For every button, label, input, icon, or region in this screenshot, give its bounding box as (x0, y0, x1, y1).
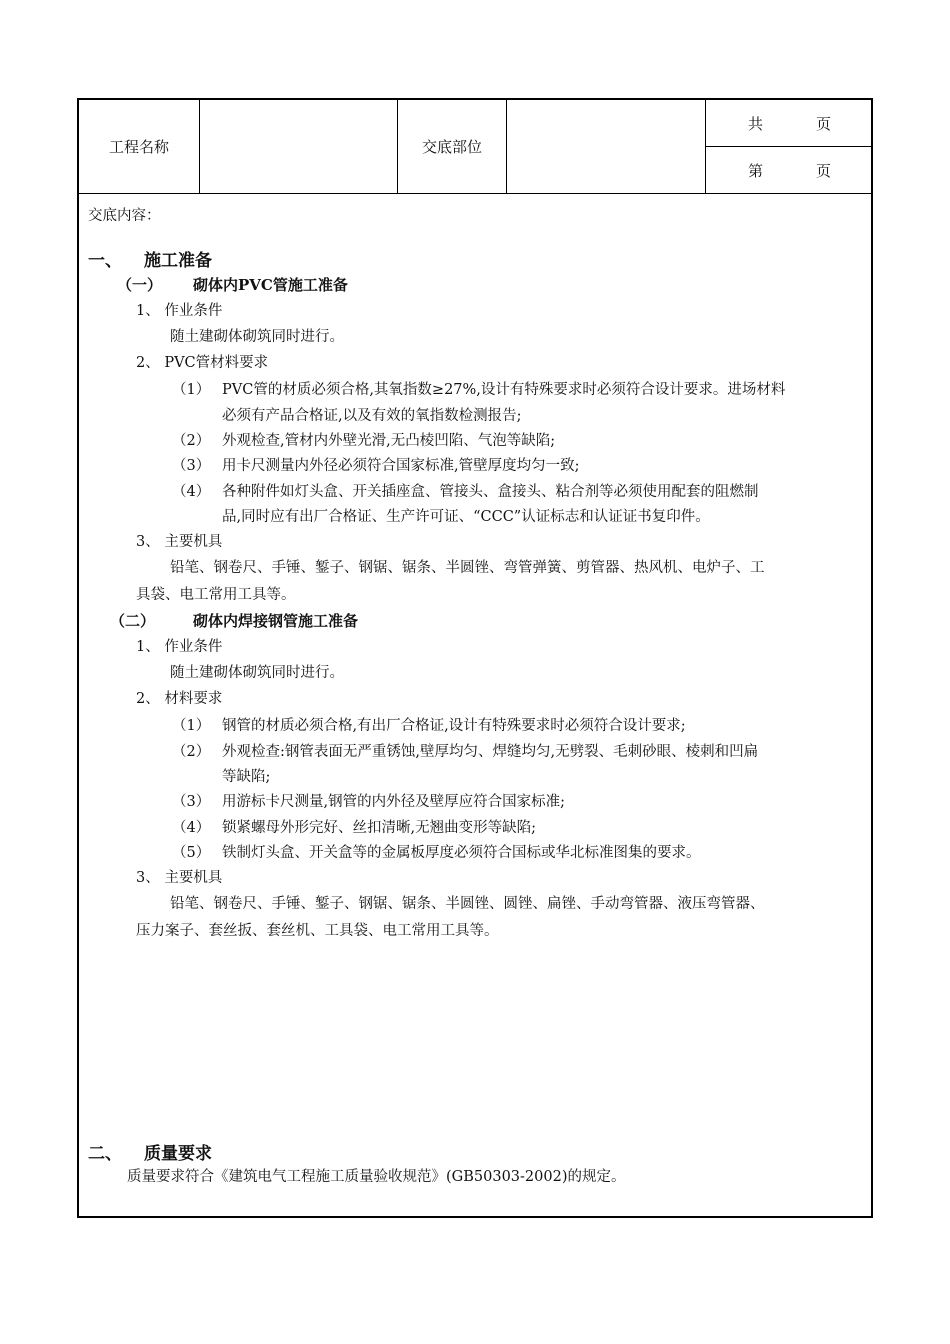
sub-1b-number: （二） (110, 612, 156, 630)
s1a-2-1-line-a: PVC管的材质必须合格,其氧指数≥27%,设计有特殊要求时必须符合设计要求。进场材料 (222, 382, 786, 398)
s1b-item-2: 2、 材料要求 (136, 691, 223, 707)
s1a-item-3: 3、 主要机具 (136, 534, 223, 550)
s1a-3-line-a: 铅笔、钢卷尺、手锤、錾子、钢锯、锯条、半圆锉、弯管弹簧、剪管器、热风机、电炉子、工 (170, 560, 765, 576)
s1b-2-1-text: 钢管的材质必须合格,有出厂合格证,设计有特殊要求时必须符合设计要求; (222, 718, 686, 734)
s1b-2-5-text: 铁制灯头盒、开关盒等的金属板厚度必须符合国标或华北标准图集的要求。 (222, 845, 701, 861)
section-1-number: 一、 (88, 251, 122, 271)
form-header (79, 100, 871, 194)
s1a-2-2-num: （2） (172, 433, 211, 449)
s1b-2-2-line-a: 外观检查:钢管表面无严重锈蚀,壁厚均匀、焊缝均匀,无劈裂、毛刺砂眼、棱刺和凹扁 (222, 744, 759, 760)
s1a-2-2-text: 外观检查,管材内外壁光滑,无凸棱凹陷、气泡等缺陷; (222, 433, 556, 449)
page-number (706, 147, 871, 193)
project-name-value[interactable] (200, 100, 398, 193)
s1a-2-3-num: （3） (172, 458, 211, 474)
s1a-2-1-num: （1） (172, 382, 211, 398)
s1b-2-1-num: （1） (172, 718, 211, 734)
sub-1a-number: （一） (117, 276, 163, 294)
s1b-3-line-a: 铅笔、钢卷尺、手锤、錾子、钢锯、锯条、半圆锉、圆锉、扁锉、手动弯管器、液压弯管器、 (170, 896, 765, 912)
s1b-item-3: 3、 主要机具 (136, 870, 223, 886)
s1b-2-2-line-b: 等缺陷; (222, 769, 271, 785)
page-number-prefix: 第 (748, 161, 764, 180)
s1a-2-4-line-a: 各种附件如灯头盒、开关插座盒、管接头、盒接头、粘合剂等必须使用配套的阻燃制 (222, 484, 759, 500)
s1b-2-2-num: （2） (172, 744, 211, 760)
total-pages-suffix: 页 (816, 114, 832, 133)
s1b-2-4-num: （4） (172, 820, 211, 836)
content-label: 交底内容： (88, 208, 161, 224)
sub-1b-title: 砌体内焊接钢管施工准备 (193, 612, 359, 630)
s1a-2-4-line-b: 品,同时应有出厂合格证、生产许可证、“CCC”认证标志和认证证书复印件。 (222, 509, 710, 525)
total-pages (706, 100, 871, 147)
part-label: 交底部位 (398, 100, 507, 193)
s1a-item-2: 2、 PVC管材料要求 (136, 355, 269, 371)
project-name-label: 工程名称 (79, 100, 200, 193)
s1b-2-4-text: 锁紧螺母外形完好、丝扣清晰,无翘曲变形等缺陷; (222, 820, 536, 836)
s1a-item-1: 1、 作业条件 (136, 303, 223, 319)
sub-1a-title: 砌体内PVC管施工准备 (193, 276, 348, 294)
s1b-3-line-b: 压力案子、套丝扳、套丝机、工具袋、电工常用工具等。 (136, 923, 499, 939)
s1b-2-3-num: （3） (172, 794, 211, 810)
s1a-item-1-text: 随土建砌体砌筑同时进行。 (170, 329, 344, 345)
s1b-item-1: 1、 作业条件 (136, 639, 223, 655)
s1a-2-3-text: 用卡尺测量内外径必须符合国家标准,管壁厚度均匀一致; (222, 458, 580, 474)
s1b-2-5-num: （5） (172, 845, 211, 861)
s1b-item-1-text: 随土建砌体砌筑同时进行。 (170, 665, 344, 681)
s1a-2-4-num: （4） (172, 484, 211, 500)
s1b-2-3-text: 用游标卡尺测量,钢管的内外径及壁厚应符合国家标准; (222, 794, 565, 810)
total-pages-prefix: 共 (748, 114, 764, 133)
section-2-title: 质量要求 (144, 1144, 212, 1164)
page-number-suffix: 页 (816, 161, 832, 180)
s1a-3-line-b: 具袋、电工常用工具等。 (136, 587, 296, 603)
section-2-number: 二、 (88, 1144, 122, 1164)
part-value[interactable] (507, 100, 706, 193)
section-1-title: 施工准备 (144, 251, 212, 271)
s1a-2-1-line-b: 必须有产品合格证,以及有效的氧指数检测报告; (222, 408, 522, 424)
section-2-text: 质量要求符合《建筑电气工程施工质量验收规范》(GB50303-2002)的规定。 (127, 1169, 626, 1185)
